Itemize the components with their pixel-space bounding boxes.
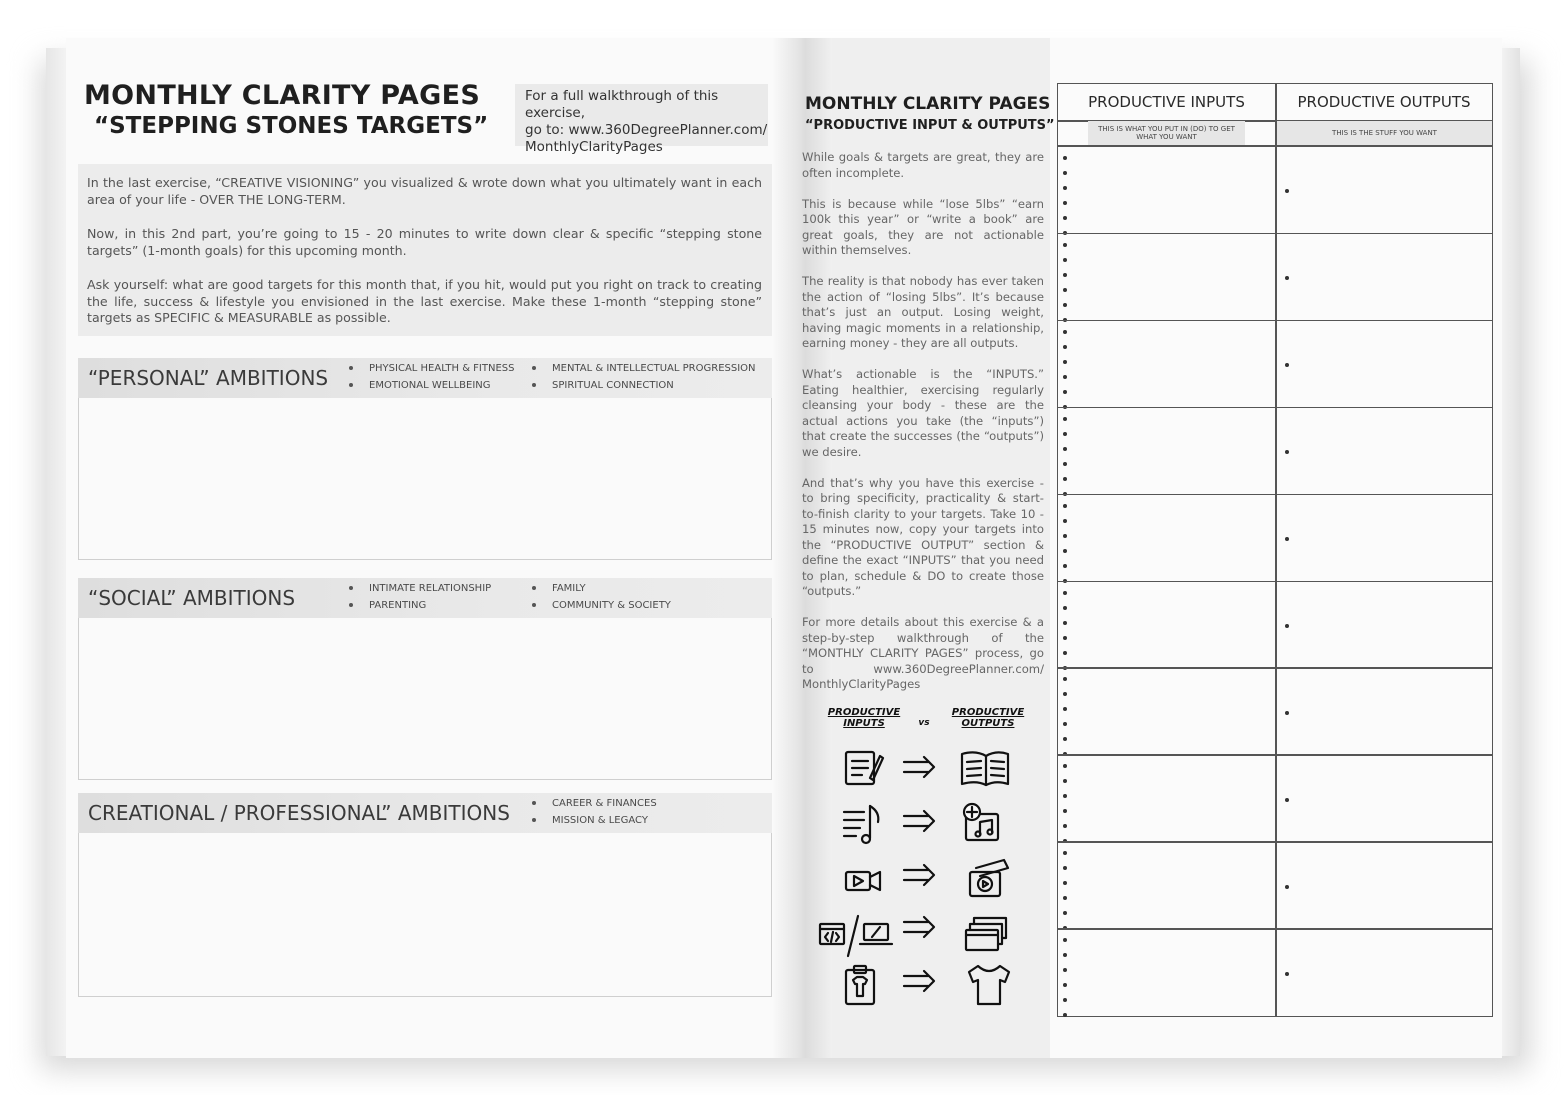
intro-paragraph: Now, in this 2nd part, you’re going to 15 - 20 minutes to write down clear & specific “stepping stone targets” (1-month goals) for this upcoming month. [87,226,762,258]
input-bullet-icon [1063,779,1067,783]
vs-label: vs [918,718,930,728]
input-bullet-icon [1063,201,1067,205]
explanation-paragraph: The reality is that nobody has ever taken the action of “losing 5lbs”. It’s because that’s just an output. Losing weight, having magic moments in a relationship, earning money - they are all outputs. [802,274,1044,350]
col-header-inputs: PRODUCTIVE INPUTS [1088,93,1245,111]
section-label: “SOCIAL” AMBITIONS [88,586,296,610]
bullet-icon [349,366,353,370]
music-lines-icon [844,806,878,843]
input-bullet-icon [1063,764,1067,768]
inputs-vs-outputs-pictogram [816,704,1031,1024]
input-bullet-icon [1063,953,1067,957]
intro-box [78,164,772,336]
input-bullet-icon [1063,519,1067,523]
arrow-icon [904,811,934,831]
output-bullet-icon [1285,537,1289,541]
bullet-item: EMOTIONAL WELLBEING [349,380,491,391]
personal-ambitions-writing-area[interactable] [78,398,772,560]
input-bullet-icon [1063,504,1067,508]
input-bullet-icon [1063,360,1067,364]
col-subheader-inputs: THIS IS WHAT YOU PUT IN (DO) TO GET WHAT YOU WANT [1088,121,1245,145]
input-bullet-icon [1063,258,1067,262]
row-divider [1058,841,1492,843]
output-bullet-icon [1285,885,1289,889]
bullet-item: PARENTING [349,600,426,611]
input-bullet-icon [1063,938,1067,942]
explanation-paragraph: And that’s why you have this exercise - to bring specificity, practicality & start-to-finish clarity to your targets. Take 10 - 15 minutes now, copy your targets into the “PRODUCTIVE OUTPUT” section & define the exact “INPUTS” that you need to plan, schedule & DO to create those “outputs.” [802,475,1044,598]
right-page-subtitle: “PRODUCTIVE INPUT & OUTPUTS” [805,118,1055,133]
input-bullet-icon [1063,462,1067,466]
input-bullet-icon [1063,794,1067,798]
output-bullet-icon [1285,972,1289,976]
output-bullet-icon [1285,624,1289,628]
input-bullet-icon [1063,809,1067,813]
bullet-icon [532,603,536,607]
page-title: MONTHLY CLARITY PAGES [84,80,481,111]
input-bullet-icon [1063,273,1067,277]
input-bullet-icon [1063,722,1067,726]
output-bullet-icon [1285,450,1289,454]
input-bullet-icon [1063,737,1067,741]
section-label: “PERSONAL” AMBITIONS [88,366,329,390]
input-bullet-icon [1063,549,1067,553]
input-bullet-icon [1063,636,1067,640]
walkthrough-line-3[interactable]: MonthlyClarityPages [525,139,663,155]
professional-ambitions-writing-area[interactable] [78,833,772,997]
input-bullet-icon [1063,432,1067,436]
t-shirt-icon [969,966,1009,1004]
output-bullet-icon [1285,276,1289,280]
right-page-title: MONTHLY CLARITY PAGES [805,94,1051,114]
walkthrough-line-2 [525,122,768,139]
arrow-icon [904,757,934,777]
video-file-icon [970,860,1008,896]
arrow-icon [904,865,934,885]
video-camera-icon [846,872,880,890]
row-divider [1058,928,1492,930]
explanation-text [802,150,1044,708]
input-bullet-icon [1063,447,1067,451]
input-bullet-icon [1063,156,1067,160]
arrow-icon [904,917,934,937]
music-album-icon [964,804,998,840]
output-bullet-icon [1285,711,1289,715]
input-bullet-icon [1063,390,1067,394]
bullet-item: INTIMATE RELATIONSHIP [349,583,491,594]
input-bullet-icon [1063,851,1067,855]
input-bullet-icon [1063,534,1067,538]
professional-ambitions-header [78,793,772,833]
input-bullet-icon [1063,1013,1067,1017]
bullet-icon [532,383,536,387]
input-bullet-icon [1063,824,1067,828]
output-bullet-icon [1285,189,1289,193]
row-divider [1058,581,1492,583]
input-bullet-icon [1063,881,1067,885]
input-bullet-icon [1063,591,1067,595]
output-bullet-icon [1285,798,1289,802]
input-bullet-icon [1063,651,1067,655]
walkthrough-prefix: go to: [525,122,569,138]
input-bullet-icon [1063,621,1067,625]
intro-paragraph: In the last exercise, “CREATIVE VISIONING” you visualized & wrote down what you ultimately want in each area of your life - OVER THE LONG-TERM. [87,175,762,207]
row-divider [1058,754,1492,756]
bullet-icon [349,603,353,607]
input-bullet-icon [1063,375,1067,379]
input-bullet-icon [1063,968,1067,972]
row-divider [1058,320,1492,322]
inputs-label: PRODUCTIVE INPUTS [827,707,901,729]
personal-ambitions-header [78,358,772,398]
bullet-icon [349,586,353,590]
walkthrough-link[interactable]: www.360DegreePlanner.com/ [568,122,768,138]
input-bullet-icon [1063,896,1067,900]
row-divider [1058,667,1492,669]
open-book-icon [962,752,1008,785]
input-bullet-icon [1063,216,1067,220]
input-bullet-icon [1063,866,1067,870]
input-bullet-icon [1063,477,1067,481]
bullet-item: MENTAL & INTELLECTUAL PROGRESSION [532,363,756,374]
bullet-icon [532,801,536,805]
left-page-edges [46,48,68,1056]
section-label: CREATIONAL / PROFESSIONAL” AMBITIONS [88,801,510,825]
notepad-pen-icon [846,752,883,784]
bullet-item: FAMILY [532,583,586,594]
clipboard-shirt-icon [846,966,874,1004]
bullet-item: SPIRITUAL CONNECTION [532,380,674,391]
productive-inputs-outputs-table [1057,83,1493,1017]
arrow-icon [904,971,934,991]
explanation-paragraph: What’s actionable is the “INPUTS.” Eating healthier, exercising regularly cleansing your body - these are the actual actions you take (the “inputs”) that create the successes (the “outputs”) we desire. [802,367,1044,459]
input-bullet-icon [1063,606,1067,610]
outputs-label: PRODUCTIVE OUTPUTS [951,707,1025,729]
right-page-edges [1500,48,1520,1056]
social-ambitions-writing-area[interactable] [78,618,772,780]
input-bullet-icon [1063,186,1067,190]
bullet-icon [532,366,536,370]
page-subtitle: “STEPPING STONES TARGETS” [94,113,489,139]
explanation-paragraph: While goals & targets are great, they are often incomplete. [802,150,1044,180]
input-bullet-icon [1063,707,1067,711]
bullet-item: CAREER & FINANCES [532,798,657,809]
input-bullet-icon [1063,692,1067,696]
column-divider [1275,84,1277,1016]
social-ambitions-header [78,578,772,618]
output-bullet-icon [1285,363,1289,367]
row-divider [1058,494,1492,496]
walkthrough-line-1: For a full walkthrough of this exercise, [525,88,719,121]
bullet-item: MISSION & LEGACY [532,815,648,826]
bullet-item: COMMUNITY & SOCIETY [532,600,671,611]
bullet-icon [349,383,353,387]
col-subheader-inputs-bg [1058,121,1275,145]
explanation-paragraph: For more details about this exercise & a step-by-step walkthrough of the “MONTHLY CLARITY PAGES” process, go to www.360DegreePlanner.com/ MonthlyClarityPages [802,615,1044,691]
input-bullet-icon [1063,303,1067,307]
input-bullet-icon [1063,288,1067,292]
input-bullet-icon [1063,330,1067,334]
input-bullet-icon [1063,345,1067,349]
bullet-icon [532,586,536,590]
code-laptop-icon [820,916,892,956]
col-header-outputs: PRODUCTIVE OUTPUTS [1297,93,1471,111]
input-bullet-icon [1063,417,1067,421]
input-bullet-icon [1063,998,1067,1002]
explanation-paragraph: This is because while “lose 5lbs” “earn 100k this year” or “write a book” are great goals, they are not actionable within themselves. [802,196,1044,257]
input-bullet-icon [1063,677,1067,681]
bullet-icon [532,818,536,822]
input-bullet-icon [1063,983,1067,987]
walkthrough-box [515,84,768,155]
input-bullet-icon [1063,911,1067,915]
row-divider [1058,407,1492,409]
bullet-item: PHYSICAL HEALTH & FITNESS [349,363,515,374]
col-subheader-outputs: THIS IS THE STUFF YOU WANT [1277,121,1492,145]
intro-paragraph: Ask yourself: what are good targets for this month that, if you hit, would put you right on track to creating the life, success & lifestyle you envisioned in the last exercise. Make these 1-month “stepping stone” targets as SPECIFIC & MEASURABLE as possible. [87,277,762,325]
row-divider [1058,233,1492,235]
browser-windows-icon [966,918,1006,950]
input-bullet-icon [1063,564,1067,568]
input-bullet-icon [1063,243,1067,247]
input-bullet-icon [1063,171,1067,175]
